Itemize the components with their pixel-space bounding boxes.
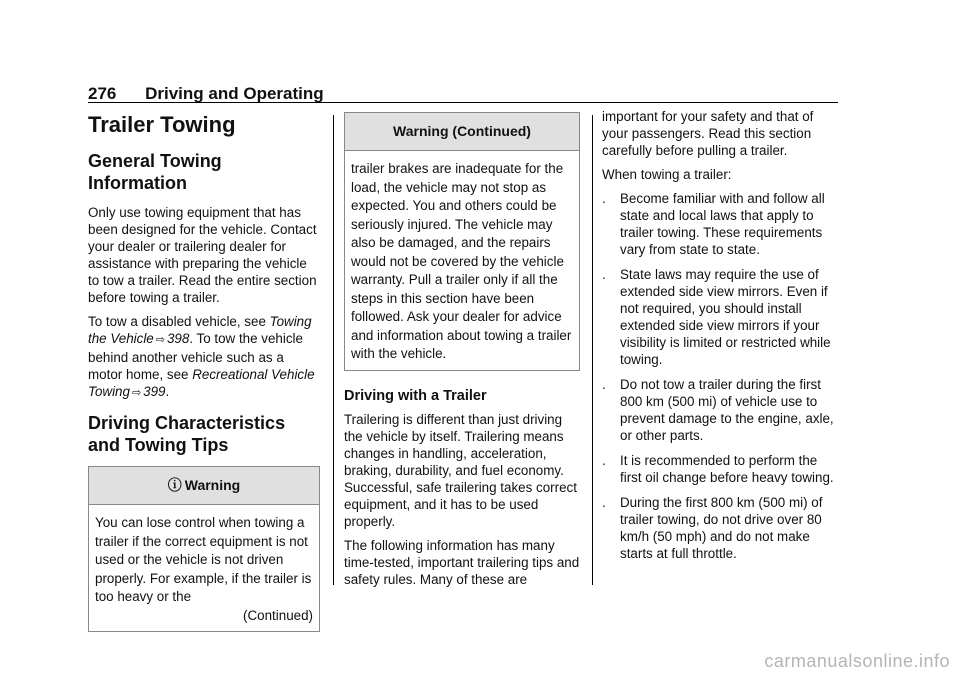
warning-continued: (Continued) — [243, 607, 313, 623]
warning-header: Warning (Continued) — [345, 113, 579, 151]
page-header — [88, 84, 838, 104]
column-divider — [333, 115, 334, 585]
section-title: Driving and Operating — [145, 84, 324, 103]
warning-text: trailer brakes are inadequate for the load, the vehicle may not stop as expected. You and others could be seriously injured. The vehicle may also be damaged, and the repairs would not be covered by the vehicle warranty. Pull a trailer only if all the steps in this section have been followed. Ask your dealer for advice and information about towing a trailer with the vehicle. — [351, 161, 572, 361]
paragraph: When towing a trailer: — [602, 167, 732, 182]
paragraph: The following information has many time-tested, important trailering tips and safety rules. Many of these are — [344, 537, 580, 587]
paragraph: Only use towing equipment that has been designed for the vehicle. Contact your dealer or trailering dealer for assistance with preparing the vehicle to tow a trailer. Read the entire section before towing a trailer. — [88, 205, 317, 305]
paragraph: Trailering is different than just driving the vehicle by itself. Trailering means changes in handling, acceleration, braking, durability, and fuel economy. Successful, safe trailering takes correct equipment, and it has to be used properly. — [344, 411, 577, 529]
heading-driving-with-trailer: Driving with a Trailer — [344, 387, 487, 404]
list-item: . Become familiar with and follow all state and local laws that apply to trailer towing. These requirements vary from state to state. — [602, 191, 825, 257]
warning-header — [89, 467, 319, 505]
paragraph-references: To tow a disabled vehicle, see Towing the Vehicle ⇨ 398. To tow the vehicle behind another vehicle such as a motor home, see Recreational Vehicle Towing ⇨ 399. — [88, 314, 315, 399]
warning-box-continued — [344, 112, 580, 371]
link-recreational-vehicle-towing[interactable]: Recreational Vehicle Towing — [88, 367, 315, 399]
page-ref-399[interactable]: 399 — [143, 384, 166, 399]
column-1 — [88, 108, 320, 632]
warning-icon: ⓘ — [167, 477, 182, 493]
page-ref-arrow-icon: ⇨ — [155, 334, 165, 346]
column-2 — [344, 112, 580, 595]
warning-title: Warning — [184, 477, 241, 493]
warning-body — [89, 505, 319, 631]
bullet-icon: . — [602, 495, 606, 510]
page-ref-arrow-icon: ⇨ — [131, 387, 142, 399]
list-item: . State laws may require the use of extended side view mirrors. Even if not required, you should install extended side view mirrors if your visibility is limited or restricted while towing. — [602, 267, 831, 367]
list-item: . Do not tow a trailer during the first 800 km (500 mi) of vehicle use to prevent damage to the engine, axle, or other parts. — [602, 377, 834, 443]
warning-box — [88, 466, 320, 632]
link-towing-the-vehicle[interactable]: Towing the Vehicle — [88, 314, 312, 346]
warning-text: You can lose control when towing a trailer if the correct equipment is not used or the vehicle is not driven properly. For example, if the trailer is too heavy or the — [95, 515, 312, 604]
column-3 — [602, 108, 842, 570]
heading-driving-characteristics: Driving Characteristics and Towing Tips — [88, 413, 286, 455]
bullet-icon: . — [602, 267, 606, 282]
watermark: carmanualsonline.info — [764, 651, 950, 671]
towing-rules-list — [602, 190, 842, 562]
header-rule — [88, 102, 838, 103]
page-ref-398[interactable]: 398 — [166, 331, 190, 346]
list-item: . During the first 800 km (500 mi) of trailer towing, do not drive over 80 km/h (50 mph) and do not make starts at full throttle. — [602, 495, 823, 561]
page-title: Trailer Towing — [88, 112, 236, 137]
page-number: 276 — [88, 84, 117, 103]
bullet-icon: . — [602, 453, 606, 468]
heading-general-towing: General Towing Information — [88, 151, 222, 193]
paragraph: important for your safety and that of your passengers. Read this section carefully before pulling a trailer. — [602, 109, 814, 158]
column-divider — [592, 115, 593, 585]
bullet-icon: . — [602, 377, 606, 392]
list-item: . It is recommended to perform the first oil change before heavy towing. — [602, 453, 834, 485]
bullet-icon: . — [602, 191, 606, 206]
